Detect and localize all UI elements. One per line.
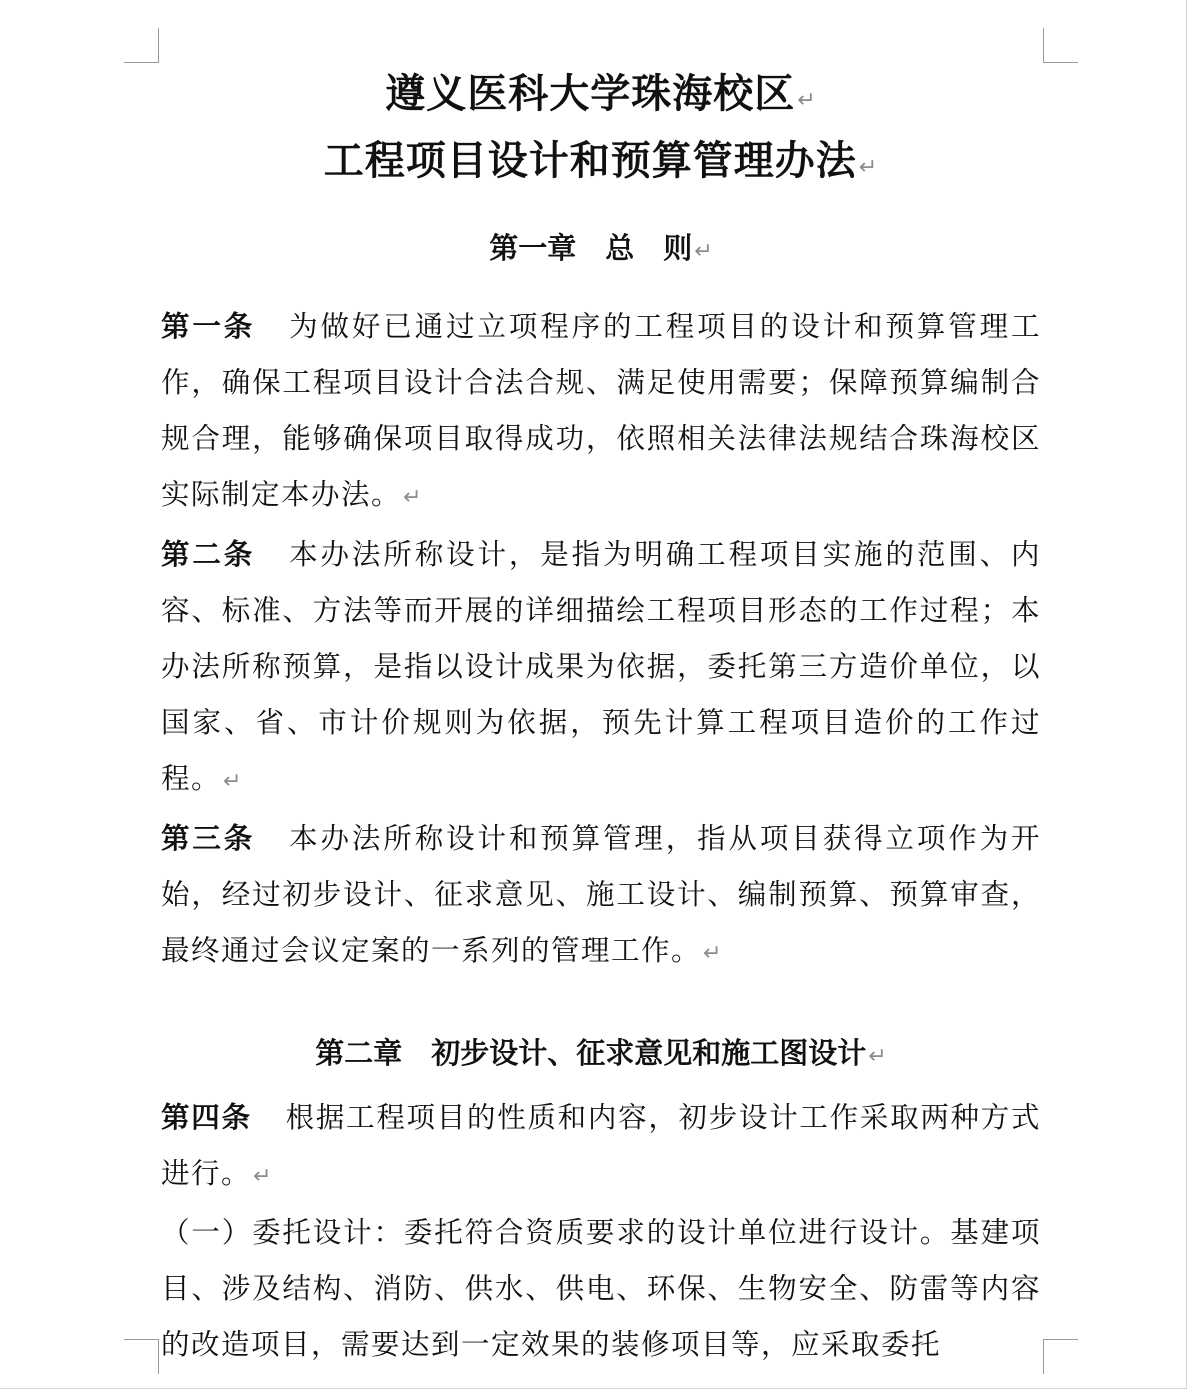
chapter-1-heading (161, 223, 1041, 277)
crop-mark-bottom-right (1043, 1339, 1078, 1374)
article-3-label: 第三条 (161, 821, 256, 855)
clause-1-text: （一）委托设计：委托符合资质要求的设计单位进行设计。基建项目、涉及结构、消防、供水、供电、环保、生物安全、防雷等内容的改造项目，需要达到一定效果的装修项目等，应采取委托 (161, 1216, 1041, 1361)
document-title-line-2 (161, 131, 1041, 198)
article-2 (161, 526, 1041, 810)
article-1 (161, 298, 1041, 526)
article-3 (161, 810, 1041, 982)
paragraph-mark-icon: ↵ (403, 485, 423, 510)
document-title-line-1 (161, 64, 1041, 131)
article-3-text: 本办法所称设计和预算管理，指从项目获得立项作为开始，经过初步设计、征求意见、施工设计、编制预算、预算审查，最终通过会议定案的一系列的管理工作。 (161, 822, 1041, 967)
article-4-text: 根据工程项目的性质和内容，初步设计工作采取两种方式进行。 (161, 1101, 1041, 1190)
paragraph-mark-icon: ↵ (694, 239, 713, 264)
chapter-2-heading (161, 1028, 1041, 1082)
paragraph-mark-icon: ↵ (253, 1164, 273, 1189)
title-line-2-text: 工程项目设计和预算管理办法 (323, 137, 857, 184)
paragraph-mark-icon: ↵ (858, 155, 879, 180)
document-body[interactable] (161, 64, 1041, 1373)
article-4-label: 第四条 (161, 1100, 252, 1134)
crop-mark-top-right (1043, 28, 1078, 63)
article-2-text: 本办法所称设计，是指为明确工程项目实施的范围、内容、标准、方法等而开展的详细描绘工程项目形态的工作过程；本办法所称预算，是指以设计成果为依据，委托第三方造价单位，以国家、省、市计价规则为依据，预先计算工程项目造价的工作过程。 (161, 538, 1041, 795)
article-1-text: 为做好已通过立项程序的工程项目的设计和预算管理工作，确保工程项目设计合法合规、满足使用需要；保障预算编制合规合理，能够确保项目取得成功，依照相关法律法规结合珠海校区实际制定本办法。 (161, 310, 1041, 511)
paragraph-mark-icon: ↵ (703, 941, 723, 966)
chapter-2-heading-text: 第二章 初步设计、征求意见和施工图设计 (315, 1036, 867, 1070)
title-line-1-text: 遵义医科大学珠海校区 (385, 70, 796, 117)
article-1-label: 第一条 (161, 309, 256, 343)
article-4 (161, 1089, 1041, 1205)
clause-1 (161, 1205, 1041, 1373)
crop-mark-top-left (124, 28, 159, 63)
crop-mark-bottom-left (124, 1339, 159, 1374)
paragraph-mark-icon: ↵ (797, 88, 817, 113)
paragraph-mark-icon: ↵ (223, 769, 243, 794)
article-2-label: 第二条 (161, 537, 256, 571)
chapter-1-heading-text: 第一章 总 则 (489, 231, 693, 265)
paragraph-mark-icon: ↵ (868, 1044, 887, 1069)
